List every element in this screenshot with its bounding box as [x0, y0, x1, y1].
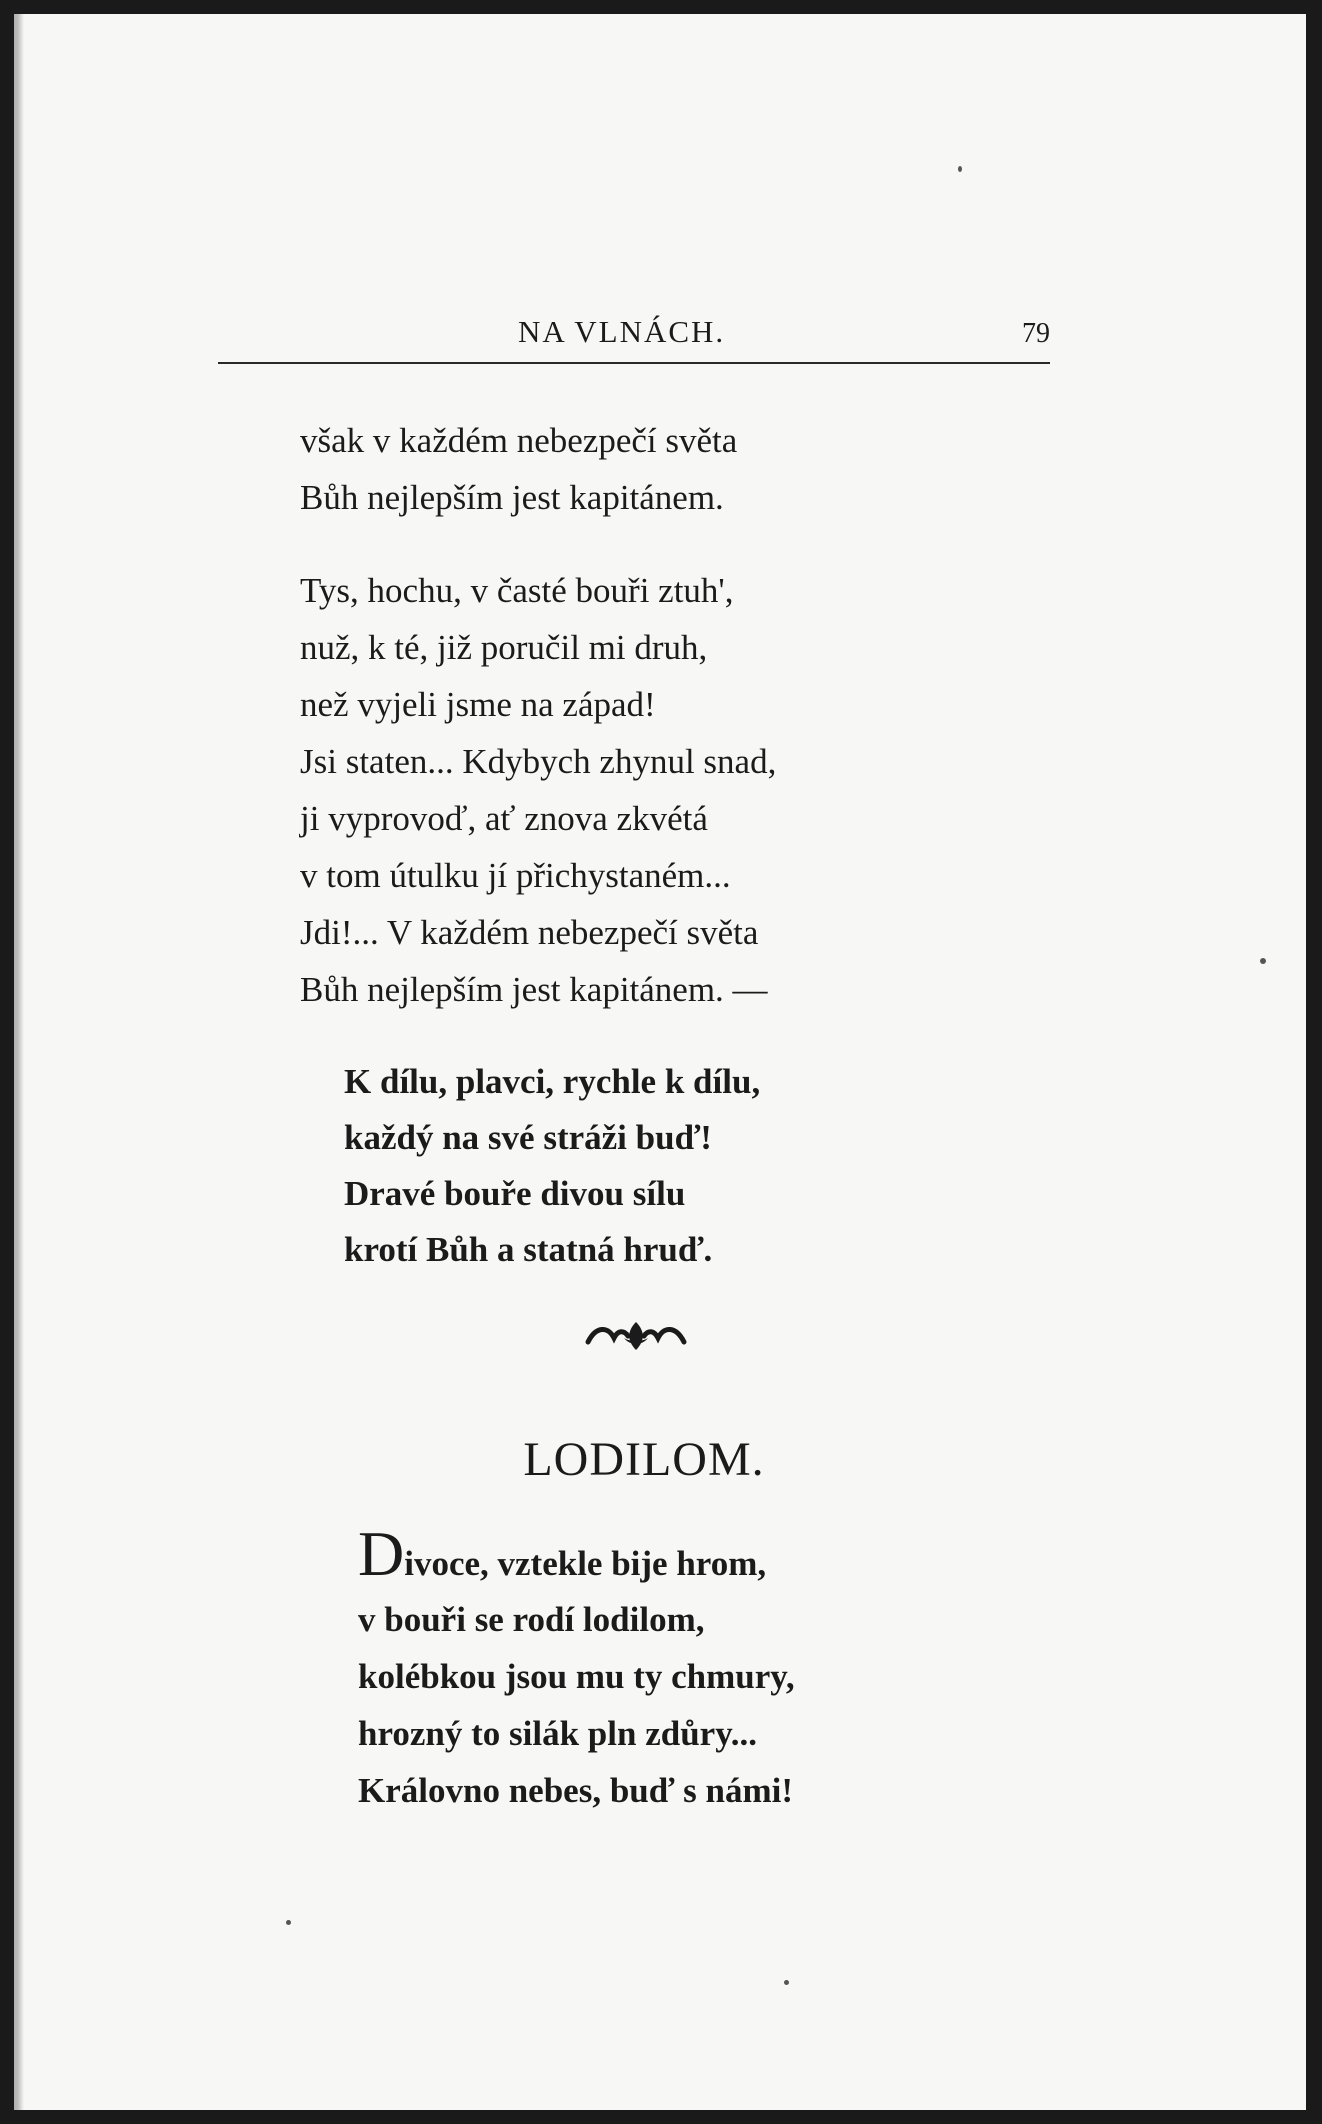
paper-speck — [1260, 958, 1266, 964]
page-header — [218, 306, 1050, 364]
first-line-text: ivoce, vztekle bije hrom, — [404, 1544, 767, 1583]
poem-title: LODILOM. — [523, 1433, 765, 1486]
page-number: 79 — [1022, 318, 1050, 349]
verse-line: v bouři se rodí lodilom, — [358, 1600, 705, 1639]
verse-line: kolébkou jsou mu ty chmury, — [358, 1657, 795, 1696]
stanza-2 — [300, 562, 776, 1018]
running-title: NA VLNÁCH. — [518, 314, 726, 349]
paper-speck — [958, 166, 962, 172]
verse-line: než vyjeli jsme na západ! — [300, 685, 656, 724]
stanza-3 — [358, 1518, 795, 1819]
drop-cap: D — [358, 1518, 405, 1589]
verse-line: Jsi staten... Kdybych zhynul snad, — [300, 742, 777, 781]
book-page — [14, 14, 1306, 2110]
verse-line: Bůh nejlepším jest kapitánem. — [300, 478, 724, 517]
header-rule — [218, 362, 1050, 364]
stanza-1 — [300, 412, 737, 526]
verse-line: hrozný to silák pln zdůry... — [358, 1714, 758, 1753]
verse-line: v tom útulku jí přichystaném... — [300, 856, 731, 895]
verse-line: Dravé bouře divou sílu — [344, 1174, 686, 1213]
verse-line: nuž, k té, již poručil mi druh, — [300, 628, 708, 667]
verse-line: Tys, hochu, v časté bouři ztuh', — [300, 571, 734, 610]
verse-line: každý na své stráži buď! — [344, 1118, 712, 1157]
verse-line: však v každém nebezpečí světa — [300, 421, 738, 460]
verse-line: Jdi!... V každém nebezpečí světa — [300, 913, 759, 952]
verse-line: krotí Bůh a statná hruď. — [344, 1230, 713, 1269]
verse-line: Královno nebes, buď s námi! — [358, 1771, 794, 1810]
fleuron-icon — [584, 1316, 688, 1356]
page-binding-shadow — [14, 14, 24, 2110]
verse-line: Bůh nejlepším jest kapitánem. — — [300, 970, 768, 1009]
verse-line: ji vyprovoď, ať znova zkvétá — [300, 799, 708, 838]
refrain — [344, 1054, 760, 1278]
verse-line-first — [358, 1518, 795, 1591]
paper-speck — [784, 1980, 789, 1985]
paper-speck — [286, 1920, 291, 1925]
verse-line: K dílu, plavci, rychle k dílu, — [344, 1062, 761, 1101]
